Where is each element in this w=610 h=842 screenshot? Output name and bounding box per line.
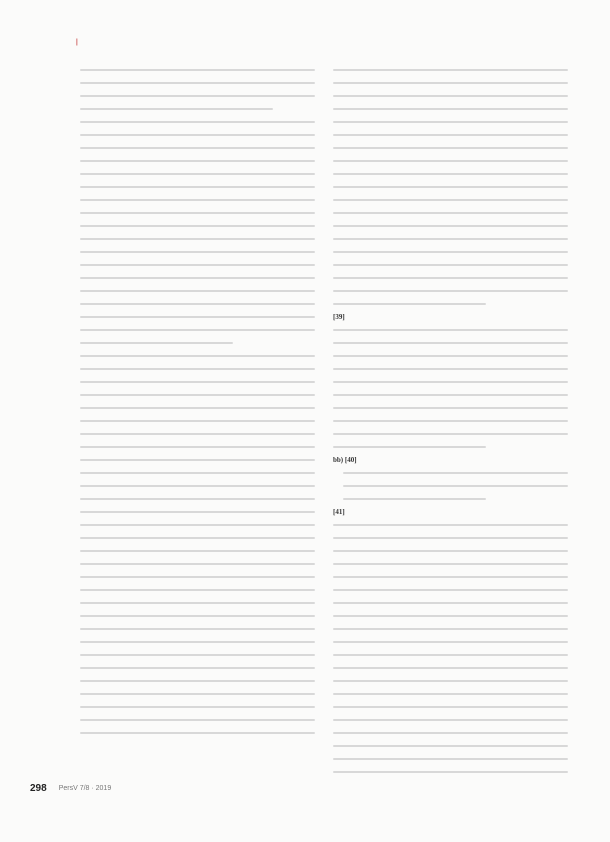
text-line xyxy=(333,572,568,582)
text-line xyxy=(333,234,568,244)
text-line xyxy=(80,156,315,166)
text-line xyxy=(333,442,568,452)
text-line xyxy=(333,377,568,387)
text-line xyxy=(80,572,315,582)
text-line xyxy=(333,663,568,673)
text-line xyxy=(80,104,315,114)
text-line xyxy=(333,481,568,491)
running-header xyxy=(72,37,570,49)
text-line xyxy=(333,611,568,621)
right-paragraph-3-marker: bb) [40] xyxy=(333,456,357,464)
text-line xyxy=(333,390,568,400)
text-line xyxy=(333,351,568,361)
text-line xyxy=(80,91,315,101)
text-line xyxy=(333,208,568,218)
text-line xyxy=(333,273,568,283)
right-paragraph-4 xyxy=(333,507,568,517)
text-line xyxy=(333,533,568,543)
text-line xyxy=(333,286,568,296)
text-line xyxy=(80,260,315,270)
text-line xyxy=(333,676,568,686)
page-footer xyxy=(30,781,111,795)
right-paragraph-3 xyxy=(333,455,568,465)
text-line xyxy=(80,390,315,400)
page-number: 298 xyxy=(30,782,47,794)
text-line xyxy=(80,715,315,725)
text-line xyxy=(333,767,568,777)
text-line xyxy=(333,65,568,75)
text-line xyxy=(80,585,315,595)
text-line xyxy=(80,598,315,608)
text-line xyxy=(80,533,315,543)
text-line xyxy=(80,663,315,673)
text-line xyxy=(333,325,568,335)
right-paragraph-2 xyxy=(333,312,568,322)
text-line xyxy=(80,728,315,738)
text-line xyxy=(333,403,568,413)
text-line xyxy=(333,728,568,738)
text-line xyxy=(333,104,568,114)
header-separator: | xyxy=(76,39,78,46)
text-line xyxy=(80,559,315,569)
text-line xyxy=(80,520,315,530)
journal-issue: PersV 7/8 · 2019 xyxy=(58,784,112,792)
text-line xyxy=(333,143,568,153)
text-line xyxy=(333,182,568,192)
text-line xyxy=(333,598,568,608)
text-line xyxy=(333,130,568,140)
text-line xyxy=(333,468,568,478)
text-line xyxy=(333,247,568,257)
text-line xyxy=(80,208,315,218)
text-line xyxy=(333,156,568,166)
text-line xyxy=(80,78,315,88)
text-line xyxy=(333,299,568,309)
text-line xyxy=(80,702,315,712)
text-line xyxy=(80,364,315,374)
text-line xyxy=(333,650,568,660)
text-line xyxy=(333,117,568,127)
text-line xyxy=(80,234,315,244)
text-line xyxy=(80,221,315,231)
text-line xyxy=(333,520,568,530)
text-line xyxy=(333,91,568,101)
text-line xyxy=(80,273,315,283)
text-line xyxy=(80,169,315,179)
text-line xyxy=(333,338,568,348)
text-line xyxy=(333,754,568,764)
text-line xyxy=(80,403,315,413)
right-paragraph-2-marker: [39] xyxy=(333,313,345,321)
text-line xyxy=(80,195,315,205)
text-line xyxy=(80,689,315,699)
text-line xyxy=(80,481,315,491)
text-line xyxy=(80,507,315,517)
text-line xyxy=(333,624,568,634)
text-line xyxy=(80,455,315,465)
text-line xyxy=(80,429,315,439)
text-line xyxy=(333,702,568,712)
text-line xyxy=(80,286,315,296)
text-line xyxy=(80,676,315,686)
text-line xyxy=(80,624,315,634)
text-line xyxy=(80,611,315,621)
text-line xyxy=(80,65,315,75)
text-line xyxy=(80,299,315,309)
text-line xyxy=(333,260,568,270)
text-line xyxy=(333,169,568,179)
left-column xyxy=(80,62,315,784)
text-line xyxy=(333,221,568,231)
text-line xyxy=(333,494,568,504)
text-line xyxy=(333,637,568,647)
text-line xyxy=(80,143,315,153)
text-line xyxy=(80,468,315,478)
text-line xyxy=(333,715,568,725)
text-line xyxy=(333,429,568,439)
text-line xyxy=(333,741,568,751)
text-line xyxy=(80,247,315,257)
text-line xyxy=(80,117,315,127)
text-line xyxy=(80,377,315,387)
text-line xyxy=(333,559,568,569)
text-line xyxy=(80,637,315,647)
text-line xyxy=(80,546,315,556)
text-line xyxy=(80,182,315,192)
text-line xyxy=(80,494,315,504)
text-line xyxy=(80,442,315,452)
text-line xyxy=(333,78,568,88)
text-line xyxy=(80,130,315,140)
text-line xyxy=(333,546,568,556)
text-line xyxy=(80,325,315,335)
text-line xyxy=(333,689,568,699)
text-line xyxy=(333,195,568,205)
text-line xyxy=(80,312,315,322)
right-column xyxy=(333,62,568,784)
text-line xyxy=(80,650,315,660)
text-line xyxy=(333,585,568,595)
text-line xyxy=(333,416,568,426)
text-line xyxy=(80,338,315,348)
text-line xyxy=(80,416,315,426)
text-line xyxy=(333,364,568,374)
right-paragraph-4-marker: [41] xyxy=(333,508,345,516)
text-line xyxy=(80,351,315,361)
